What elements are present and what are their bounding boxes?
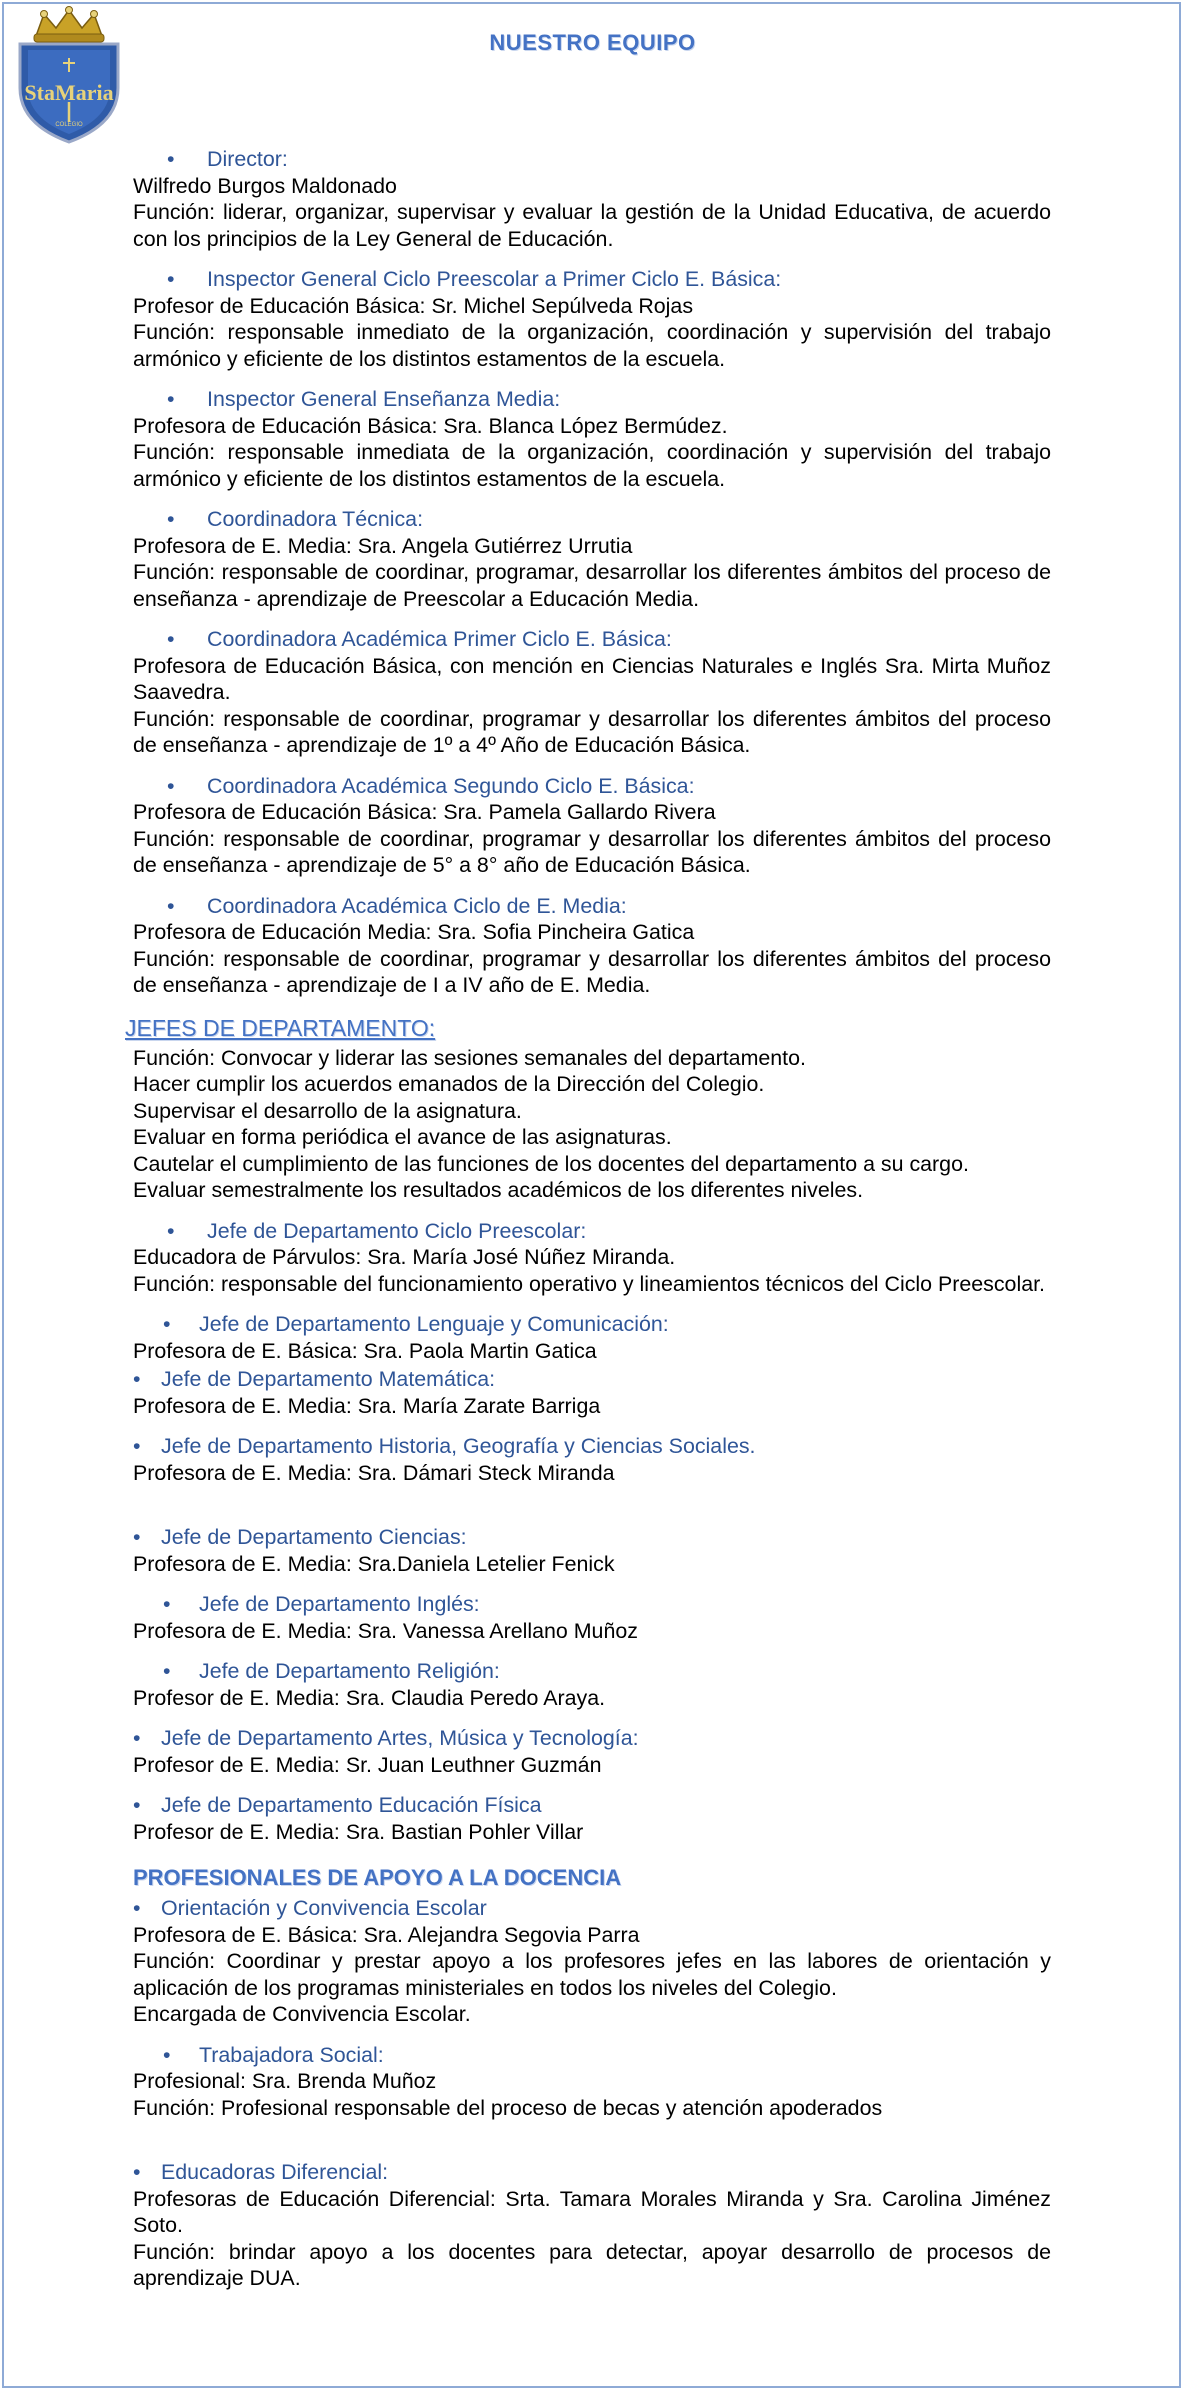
dept-person: Profesor de E. Media: Sr. Juan Leuthner Guzmán — [133, 1752, 602, 1777]
dept-entry-artes — [133, 1725, 1051, 1778]
role-heading: • Coordinadora Académica Segundo Ciclo E. Básica: — [167, 773, 695, 798]
dept-person: Profesor de E. Media: Sra. Bastian Pohler Villar — [133, 1819, 584, 1844]
jefes-functions — [133, 1045, 1051, 1204]
bullet-icon: • — [167, 267, 175, 291]
dept-function: Función: responsable del funcionamiento operativo y lineamientos técnicos del Ciclo Preescolar. — [133, 1271, 1045, 1296]
role-heading: • Inspector General Enseñanza Media: — [167, 387, 561, 411]
bullet-icon: • — [167, 507, 175, 531]
dept-heading: • Jefe de Departamento Matemática: — [133, 1367, 496, 1391]
role-heading: • Director: — [167, 147, 288, 171]
section-title-apoyo: PROFESIONALES DE APOYO A LA DOCENCIA — [133, 1865, 622, 1890]
staff-entry-coordinadora-segundo-ciclo — [133, 773, 1051, 879]
bullet-icon: • — [163, 1659, 171, 1683]
staff-person: Profesora de Educación Media: Sra. Sofia Pincheira Gatica — [133, 920, 695, 944]
dept-person: Profesora de E. Media: Sra. Vanessa Arellano Muñoz — [133, 1618, 638, 1643]
apoyo-extra: Encargada de Convivencia Escolar. — [133, 2002, 471, 2026]
role-function: Función: responsable de coordinar, programar, desarrollar los diferentes ámbitos del proceso de enseñanza - aprendizaje de Preescolar a Educación Media. — [133, 560, 1051, 611]
apoyo-entry-trabajadora-social — [133, 2042, 1051, 2122]
logo-text: StaMaria — [24, 80, 114, 105]
role-function: Función: responsable de coordinar, programar y desarrollar los diferentes ámbitos del proceso de enseñanza - aprendizaje de 5° a 8° año de Educación Básica. — [133, 826, 1051, 877]
bullet-icon: • — [167, 627, 175, 651]
bullet-icon: • — [167, 387, 175, 411]
staff-entry-director — [133, 146, 1051, 252]
apoyo-heading: • Orientación y Convivencia Escolar — [133, 1896, 487, 1920]
svg-text:COLEGIO: COLEGIO — [55, 122, 83, 128]
dept-entry-historia — [133, 1433, 1051, 1486]
staff-entry-coordinadora-media — [133, 893, 1051, 999]
section-title-jefes: JEFES DE DEPARTAMENTO: — [125, 1014, 436, 1041]
dept-heading: • Jefe de Departamento Lenguaje y Comunicación: — [163, 1312, 669, 1336]
role-heading: • Coordinadora Académica Primer Ciclo E. Básica: — [167, 627, 672, 651]
dept-person: Profesora de E. Media: Sra. Dámari Steck Miranda — [133, 1460, 615, 1485]
dept-entry-ciencias — [133, 1524, 1051, 1577]
jefes-function-line: Evaluar en forma periódica el avance de las asignaturas. — [133, 1125, 672, 1149]
staff-person: Profesora de Educación Básica: Sra. Blanca López Bermúdez. — [133, 413, 728, 438]
apoyo-function: Función: Coordinar y prestar apoyo a los profesores jefes en las labores de orientación y aplicación de los programas ministeriales en todos los niveles del Colegio. — [133, 1949, 1051, 2000]
jefes-function-line: Función: Convocar y liderar las sesiones semanales del departamento. — [133, 1045, 806, 1070]
dept-entry-matematica — [133, 1366, 1051, 1419]
dept-entry-ingles — [133, 1591, 1051, 1644]
role-function: Función: responsable de coordinar, programar y desarrollar los diferentes ámbitos del proceso de enseñanza - aprendizaje de 1º a 4º Año de Educación Básica. — [133, 706, 1051, 757]
staff-person: Wilfredo Burgos Maldonado — [133, 173, 397, 198]
apoyo-heading: • Educadoras Diferencial: — [133, 2160, 389, 2184]
role-heading: • Coordinadora Técnica: — [167, 507, 424, 531]
staff-person: Profesora de Educación Básica: Sra. Pamela Gallardo Rivera — [133, 800, 716, 824]
apoyo-function: Función: brindar apoyo a los docentes para detectar, apoyar desarrollo de procesos de aprendizaje DUA. — [133, 2239, 1051, 2290]
jefes-function-line: Supervisar el desarrollo de la asignatura. — [133, 1098, 522, 1123]
bullet-icon: • — [133, 1793, 141, 1817]
dept-entry-lenguaje — [133, 1311, 1051, 1364]
dept-person: Profesora de E. Básica: Sra. Paola Martin Gatica — [133, 1338, 597, 1363]
jefes-function-line: Cautelar el cumplimiento de las funciones de los docentes del departamento a su cargo. — [133, 1151, 969, 1176]
apoyo-entry-orientacion — [133, 1895, 1051, 2028]
role-function: Función: responsable de coordinar, programar y desarrollar los diferentes ámbitos del proceso de enseñanza - aprendizaje de I a IV año de E. Media. — [133, 946, 1051, 997]
dept-person: Educadora de Párvulos: Sra. María José Núñez Miranda. — [133, 1245, 676, 1269]
bullet-icon: • — [167, 893, 175, 918]
apoyo-heading: • Trabajadora Social: — [163, 2042, 384, 2067]
bullet-icon: • — [133, 1896, 141, 1920]
apoyo-function: Función: Profesional responsable del proceso de becas y atención apoderados — [133, 2095, 883, 2120]
staff-entry-coordinadora-primer-ciclo — [133, 626, 1051, 759]
staff-person: Profesora de E. Media: Sra. Angela Gutiérrez Urrutia — [133, 533, 633, 558]
staff-entry-coordinadora-tecnica — [133, 506, 1051, 612]
dept-person: Profesora de E. Media: Sra.Daniela Letelier Fenick — [133, 1551, 615, 1576]
bullet-icon: • — [163, 1312, 171, 1336]
dept-entry-educacion-fisica — [133, 1792, 1051, 1845]
dept-heading: • Jefe de Departamento Educación Física — [133, 1793, 542, 1817]
dept-entry-religion — [133, 1658, 1051, 1711]
bullet-icon: • — [167, 773, 175, 798]
apoyo-person: Profesional: Sra. Brenda Muñoz — [133, 2069, 437, 2093]
bullet-icon: • — [163, 2042, 171, 2067]
role-function: Función: liderar, organizar, supervisar y evaluar la gestión de la Unidad Educativa, de acuerdo con los principios de la Ley General de Educación. — [133, 200, 1051, 251]
dept-heading: • Jefe de Departamento Inglés: — [163, 1592, 480, 1616]
dept-person: Profesora de E. Media: Sra. María Zarate Barriga — [133, 1393, 601, 1418]
role-function: Función: responsable inmediata de la organización, coordinación y supervisión del trabajo armónico y eficiente de los distintos estamentos de la escuela. — [133, 440, 1051, 491]
bullet-icon: • — [133, 1367, 141, 1391]
jefes-function-line: Hacer cumplir los acuerdos emanados de la Dirección del Colegio. — [133, 1072, 765, 1096]
role-heading: • Coordinadora Académica Ciclo de E. Media: — [167, 893, 627, 918]
school-crest-logo — [14, 6, 124, 146]
dept-heading: • Jefe de Departamento Historia, Geografía y Ciencias Sociales. — [133, 1434, 756, 1458]
dept-heading: • Jefe de Departamento Artes, Música y Tecnología: — [133, 1726, 639, 1750]
bullet-icon: • — [133, 1525, 141, 1549]
bullet-icon: • — [133, 1434, 141, 1458]
dept-heading: • Jefe de Departamento Ciclo Preescolar: — [167, 1218, 587, 1243]
bullet-icon: • — [133, 2160, 141, 2184]
staff-person: Profesor de Educación Básica: Sr. Michel Sepúlveda Rojas — [133, 293, 694, 318]
apoyo-person: Profesoras de Educación Diferencial: Srta. Tamara Morales Miranda y Sra. Carolina Jiménez Soto. — [133, 2186, 1051, 2237]
role-heading: • Inspector General Ciclo Preescolar a Primer Ciclo E. Básica: — [167, 267, 782, 291]
dept-entry-preescolar — [133, 1218, 1051, 1298]
bullet-icon: • — [167, 1218, 175, 1243]
role-function: Función: responsable inmediato de la organización, coordinación y supervisión del trabajo armónico y eficiente de los distintos estamentos de la escuela. — [133, 320, 1051, 371]
apoyo-entry-educadoras-diferencial — [133, 2159, 1051, 2292]
document-body — [125, 146, 1051, 2306]
jefes-function-line: Evaluar semestralmente los resultados académicos de los diferentes niveles. — [133, 1178, 864, 1202]
bullet-icon: • — [163, 1592, 171, 1616]
dept-heading: • Jefe de Departamento Religión: — [163, 1659, 500, 1683]
bullet-icon: • — [133, 1726, 141, 1750]
staff-person: Profesora de Educación Básica, con mención en Ciencias Naturales e Inglés Sra. Mirta Muñoz Saavedra. — [133, 653, 1051, 704]
dept-heading: • Jefe de Departamento Ciencias: — [133, 1525, 467, 1549]
apoyo-person: Profesora de E. Básica: Sra. Alejandra Segovia Parra — [133, 1922, 640, 1947]
page-title: NUESTRO EQUIPO — [489, 30, 696, 55]
staff-entry-inspector-basica — [133, 266, 1051, 372]
bullet-icon: • — [167, 147, 175, 171]
staff-entry-inspector-media — [133, 386, 1051, 492]
dept-person: Profesor de E. Media: Sra. Claudia Peredo Araya. — [133, 1685, 606, 1710]
